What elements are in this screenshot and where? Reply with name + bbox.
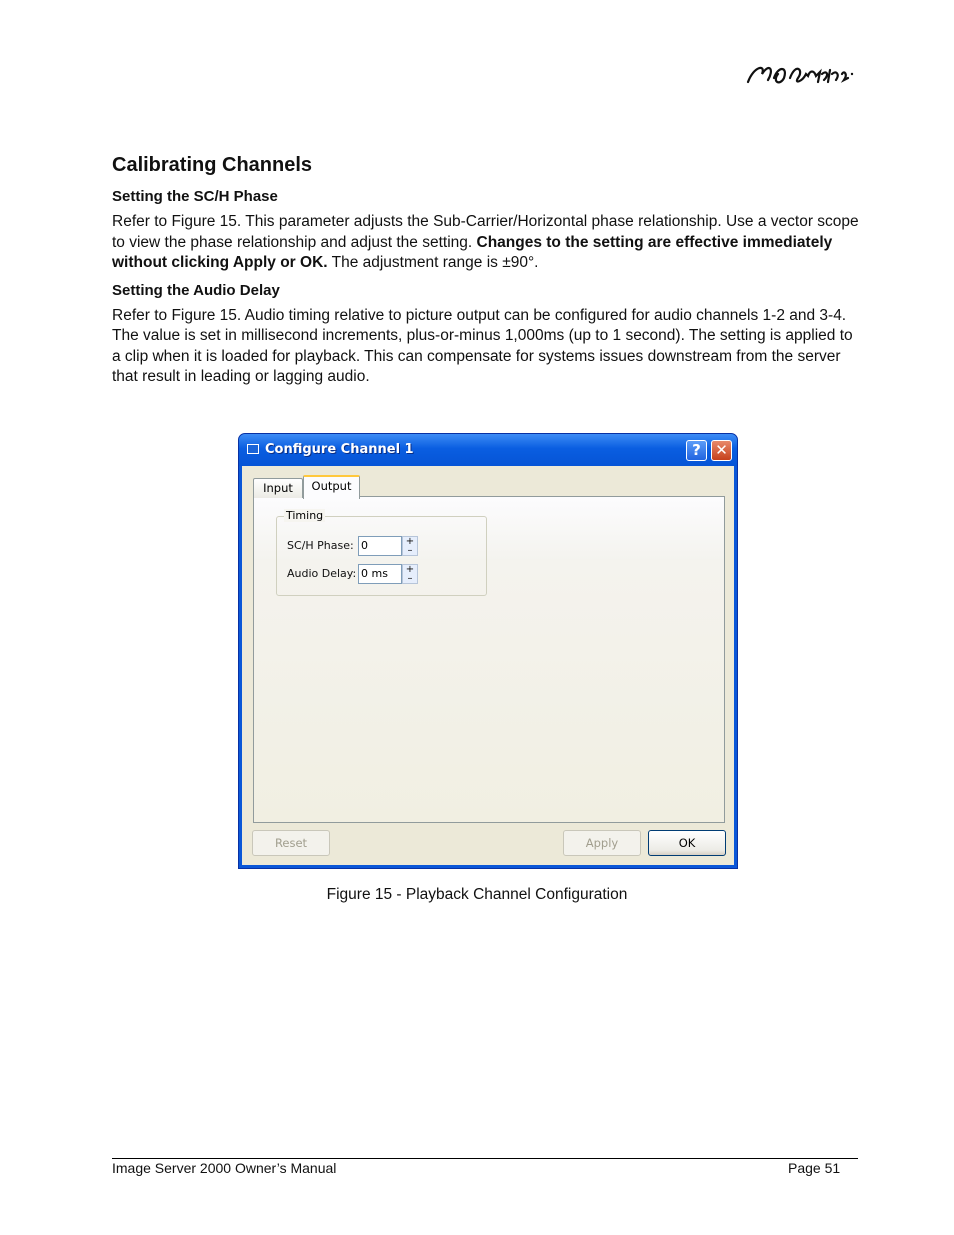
sch-phase-paragraph xyxy=(112,212,864,274)
dialog-client-area xyxy=(242,466,734,865)
360-systems-logo xyxy=(744,52,856,96)
sch-phase-text-bold: Changes to the setting are effective immediately without clicking Apply or OK. xyxy=(112,233,833,271)
audio-delay-label: Audio Delay: xyxy=(287,567,357,580)
tab-input[interactable]: Input xyxy=(253,478,303,498)
audio-delay-input[interactable]: 0 ms xyxy=(358,564,402,584)
tab-panel-output xyxy=(253,496,725,823)
subsection-heading-audio-delay: Setting the Audio Delay xyxy=(112,281,280,299)
ok-button[interactable]: OK xyxy=(648,830,726,856)
audio-delay-paragraph: Refer to Figure 15. Audio timing relative to picture output can be configured for audio channels 1-2 and 3-4. The value is set in millisecond increments, plus-or-minus 1,000ms (up to 1 second). The setting is applied to a clip when it is loaded for playback. This can compensate for systems issues downstream from the server that result in leading or lagging audio. xyxy=(112,306,853,385)
sch-phase-text-a: Refer to Figure 15. This parameter adjusts the Sub-Carrier/Horizontal phase relationship. Use a vector scope to view the phase relationship and adjust the setting. xyxy=(112,213,859,251)
help-button[interactable]: ? xyxy=(686,440,707,461)
main-content xyxy=(112,150,864,394)
audio-delay-stepper[interactable] xyxy=(402,564,418,584)
timing-group-label: Timing xyxy=(286,509,324,522)
dialog-titlebar[interactable] xyxy=(239,434,737,466)
audio-delay-decrement[interactable]: – xyxy=(407,573,413,584)
footer-manual-title: Image Server 2000 Owner’s Manual xyxy=(112,1160,337,1176)
subsection-heading-sch-phase: Setting the SC/H Phase xyxy=(112,188,278,205)
timing-groupbox xyxy=(276,509,487,596)
apply-button[interactable]: Apply xyxy=(563,830,641,856)
footer-divider xyxy=(112,1158,858,1159)
sch-phase-increment[interactable]: + xyxy=(405,536,415,547)
audio-delay-increment[interactable]: + xyxy=(405,564,415,575)
close-button[interactable]: ✕ xyxy=(711,440,732,461)
figure-caption: Figure 15 - Playback Channel Configuration xyxy=(326,886,628,903)
configure-channel-dialog xyxy=(238,433,738,869)
sch-phase-text-b: The adjustment range is ±90°. xyxy=(327,254,539,271)
sch-phase-stepper[interactable] xyxy=(402,536,418,556)
footer-page-number: Page 51 xyxy=(788,1160,841,1176)
section-title: Calibrating Channels xyxy=(112,154,313,176)
reset-button[interactable]: Reset xyxy=(252,830,330,856)
window-icon xyxy=(247,444,259,454)
tab-output[interactable]: Output xyxy=(303,475,360,499)
sch-phase-decrement[interactable]: – xyxy=(407,545,413,556)
sch-phase-label: SC/H Phase: xyxy=(287,539,354,552)
sch-phase-input[interactable]: 0 xyxy=(358,536,402,556)
dialog-title: Configure Channel 1 xyxy=(265,442,414,457)
